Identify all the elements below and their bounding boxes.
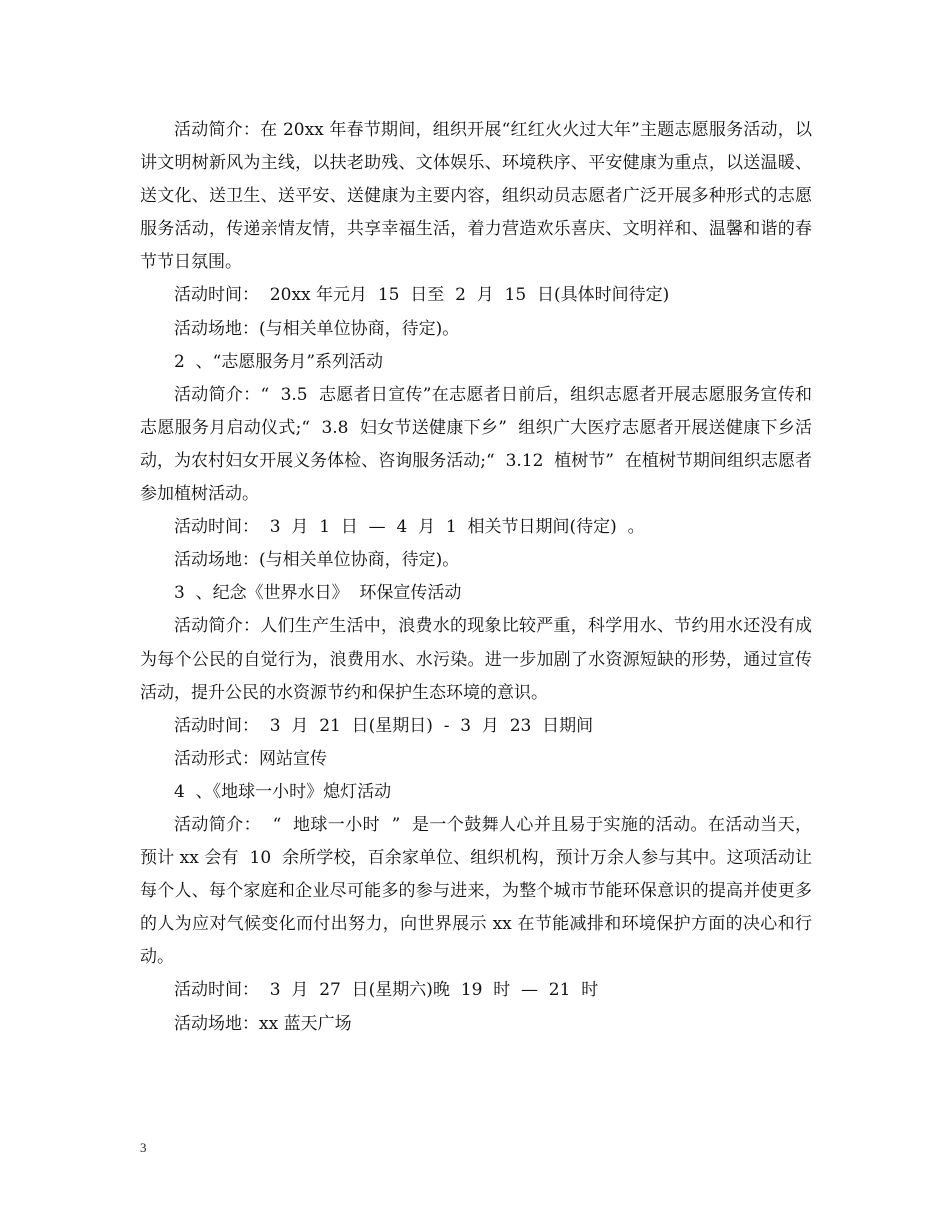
paragraph-spring-festival-time: 活动时间： 20xx 年元月 15 日至 2 月 15 日(具体时间待定) — [174, 285, 670, 306]
paragraph-volunteer-month-intro: 活动简介：“ 3.5 志愿者日宣传”在志愿者日前后，组织志愿者开展志愿服务宣传和志愿服务月启动仪式;“ 3.8 妇女节送健康下乡” 组织广大医疗志愿者开展送健康下乡活动，为农村妇女开展义务体检、咨询服务活动;“ 3.12 植树节” 在植树节期间组织志愿者参加植树活动。 — [140, 384, 812, 505]
document-body — [140, 114, 812, 1041]
paragraph-water-day-intro: 活动简介：人们生产生活中，浪费水的现象比较严重，科学用水、节约用水还没有成为每个公民的自觉行为，浪费用水、水污染。进一步加剧了水资源短缺的形势，通过宣传活动，提升公民的水资源节约和保护生态环境的意识。 — [140, 616, 812, 703]
section-heading-volunteer-month: 2 、“志愿服务月”系列活动 — [174, 351, 384, 372]
section-heading-earth-hour: 4 、《地球一小时》熄灯活动 — [174, 781, 392, 802]
paragraph-earth-hour-venue: 活动场地：xx 蓝天广场 — [174, 1013, 352, 1034]
paragraph-earth-hour-time: 活动时间： 3 月 27 日(星期六)晚 19 时 — 21 时 — [174, 980, 599, 1001]
paragraph-spring-festival-intro: 活动简介：在 20xx 年春节期间，组织开展“红红火火过大年”主题志愿服务活动，以讲文明树新风为主线，以扶老助残、文体娱乐、环境秩序、平安健康为重点，以送温暖、送文化、送卫生、送平安、送健康为主要内容，组织动员志愿者广泛开展多种形式的志愿服务活动，传递亲情友情，共享幸福生活，着力营造欢乐喜庆、文明祥和、温馨和谐的春节节日氛围。 — [140, 120, 812, 273]
paragraph-water-day-time: 活动时间： 3 月 21 日(星期日) - 3 月 23 日期间 — [174, 715, 594, 736]
page-number: 3 — [140, 1140, 147, 1155]
paragraph-water-day-format: 活动形式：网站宣传 — [174, 748, 327, 769]
paragraph-volunteer-month-venue: 活动场地：(与相关单位协商，待定)。 — [174, 550, 460, 571]
paragraph-volunteer-month-time: 活动时间： 3 月 1 日 — 4 月 1 相关节日期间(待定) 。 — [174, 517, 645, 538]
section-heading-world-water-day: 3 、纪念《世界水日》 环保宣传活动 — [174, 583, 462, 604]
paragraph-spring-festival-venue: 活动场地：(与相关单位协商，待定)。 — [174, 318, 460, 339]
paragraph-earth-hour-intro: 活动简介： “ 地球一小时 ” 是一个鼓舞人心并且易于实施的活动。在活动当天，预计 xx 会有 10 余所学校，百余家单位、组织机构，预计万余人参与其中。这项活动让每个人、每个家庭和企业尽可能多的参与进来，为整个城市节能环保意识的提高并使更多的人为应对气候变化而付出努力，向世界展示 xx 在节能减排和环境保护方面的决心和行动。 — [140, 814, 812, 968]
